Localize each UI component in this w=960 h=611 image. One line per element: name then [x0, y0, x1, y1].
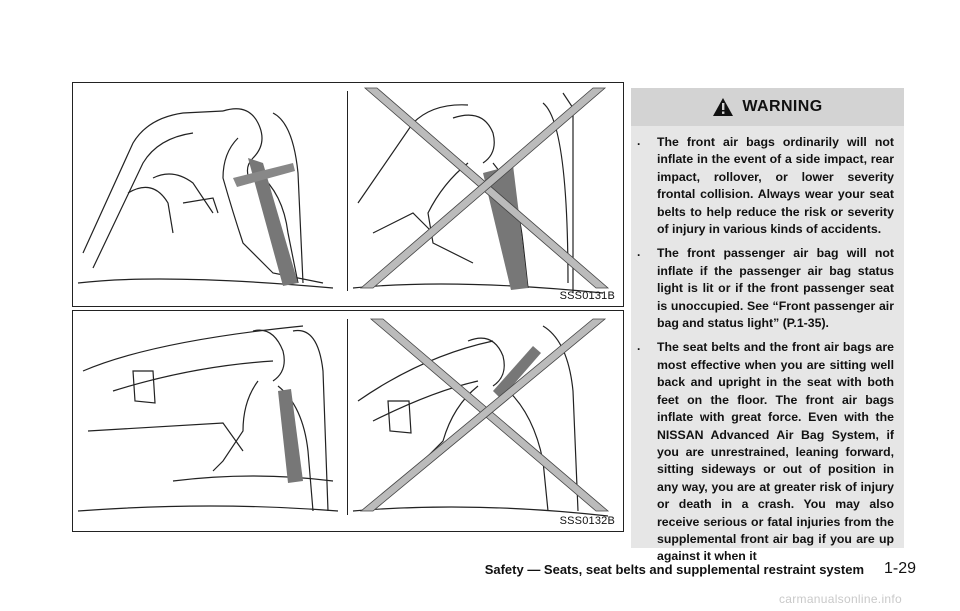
page-number: 1-29 — [883, 560, 916, 577]
bullet: . — [637, 245, 641, 260]
page-footer — [0, 560, 960, 580]
figure-code: SSS0132B — [559, 515, 615, 527]
bullet: . — [637, 134, 641, 148]
panel-divider — [347, 91, 348, 291]
warning-box — [631, 88, 904, 564]
bullet: . — [637, 339, 641, 354]
driver-illustration — [73, 83, 623, 306]
panel-divider — [347, 319, 348, 515]
warning-item — [637, 134, 894, 238]
warning-header — [631, 88, 904, 126]
passenger-illustration — [73, 311, 623, 531]
watermark: carmanualsonline.info — [778, 592, 902, 606]
figure-seat-belt-passenger — [72, 310, 624, 532]
warning-text: The seat belts and the front air bags are most effective when you are sitting well back and upright in the seat with both feet on the floor. The front air bags inflate with great force. Even with the NISSAN Advanced Air Bag System, if you are unrestrained, leaning forward, sitting sideways or out of position in any way, you are at greater risk of injury or death in a crash. You may also receive serious or fatal injuries from the supplemental front air bag if you are up against it when it — [657, 340, 894, 564]
warning-text: The front passenger air bag will not inflate if the passenger air bag status light is lit or if the front passenger seat is unoccupied. See “Front passenger air bag and status light” (P.1-35). — [657, 246, 894, 331]
footer-section-title: Safety — Seats, seat belts and supplemental restraint system — [484, 562, 864, 577]
warning-body — [631, 126, 904, 564]
warning-item — [637, 245, 894, 332]
warning-title: WARNING — [742, 98, 823, 115]
warning-text: The front air bags ordinarily will not inflate in the event of a side impact, rear impact, rollover, or lower severity frontal collision. Always wear your seat belts to help reduce the risk or severity of injury in various kinds of accidents. — [657, 135, 894, 237]
figure-seat-belt-driver — [72, 82, 624, 307]
warning-item — [637, 339, 894, 565]
warning-triangle-icon — [712, 97, 734, 117]
figure-code: SSS0131B — [559, 290, 615, 302]
